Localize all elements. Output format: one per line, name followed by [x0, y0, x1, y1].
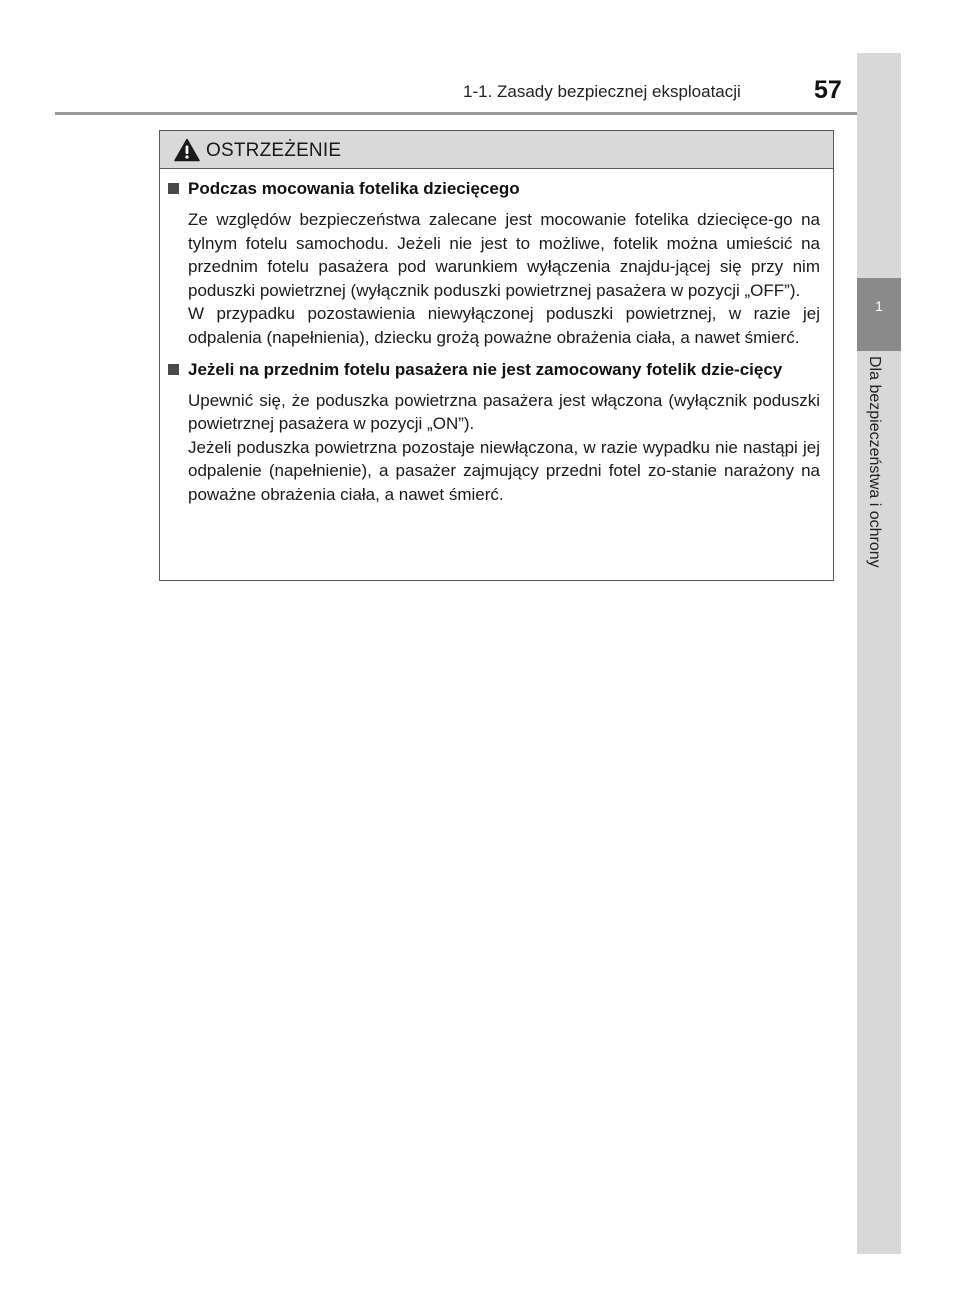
chapter-side-tab [857, 53, 901, 1254]
bullet-square-icon [168, 183, 179, 194]
chapter-number-block [857, 278, 901, 351]
warning-title: OSTRZEŻENIE [206, 140, 342, 161]
warning-box [159, 130, 834, 581]
warning-paragraph: W przypadku pozostawienia niewyłączonej poduszki powietrznej, w razie jej odpalenia (napełnienia), dziecku grożą poważne obrażenia ciała, a nawet śmierć. [188, 304, 820, 347]
chapter-title: Dla bezpieczeństwa i ochrony [866, 356, 883, 568]
warning-paragraph: Ze względów bezpieczeństwa zalecane jest mocowanie fotelika dziecięce-go na tylnym fotelu samochodu. Jeżeli nie jest to możliwe, fotelik można umieścić na przednim fotelu pasażera pod warunkiem wyłączenia znajdu-jącej się przy nim poduszki powietrznej (wyłącznik poduszki powietrznej pasażera w pozycji „OFF”). [188, 210, 820, 300]
warning-paragraph: Jeżeli poduszka powietrzna pozostaje niewłączona, w razie wypadku nie nastąpi jej odpalenie (napełnienie), a pasażer zajmujący przedni fotel zo-stanie narażony na poważne obrażenia ciała, a nawet śmierć. [188, 437, 820, 504]
warning-paragraph: Upewnić się, że poduszka powietrzna pasażera jest włączona (wyłącznik poduszki powietrznej pasażera w pozycji „ON”). [188, 390, 820, 434]
warning-item-heading-text: Jeżeli na przednim fotelu pasażera nie jest zamocowany fotelik dzie-cięcy [188, 359, 783, 379]
warning-header [160, 131, 833, 169]
page-number: 57 [814, 76, 842, 104]
warning-item-heading-text: Podczas mocowania fotelika dziecięcego [188, 179, 520, 198]
warning-item-heading [166, 177, 820, 201]
header-divider [55, 112, 900, 115]
running-header-section: 1-1. Zasady bezpiecznej eksploatacji [463, 82, 741, 101]
warning-item-heading [166, 358, 820, 382]
chapter-number: 1 [875, 298, 883, 314]
warning-body [166, 177, 820, 507]
warning-triangle-icon [174, 138, 200, 162]
bullet-square-icon [168, 364, 179, 375]
